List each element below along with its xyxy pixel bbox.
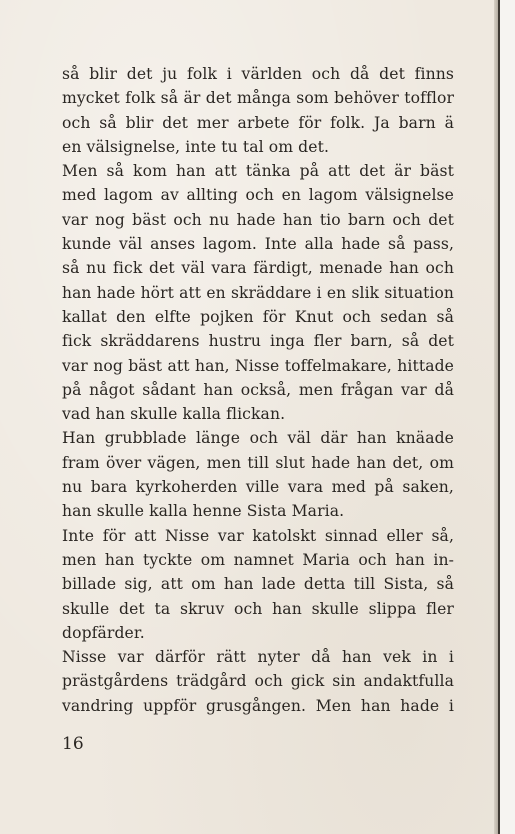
paragraph-4 <box>62 524 454 645</box>
page-number: 16 <box>62 734 84 754</box>
text-line: så nu fick det väl vara färdigt, menade han och <box>62 259 454 278</box>
text-line: dopfärder. <box>62 623 145 642</box>
text-line: Inte för att Nisse var katolskt sinnad eller så, <box>62 526 454 545</box>
text-line: han skulle kalla henne Sista Maria. <box>62 502 345 521</box>
text-line: skulle det ta skruv och han skulle slippa fler <box>62 599 454 618</box>
text-line: men han tyckte om namnet Maria och han in- <box>62 550 454 569</box>
text-line: Men så kom han att tänka på att det är bäst <box>62 162 454 181</box>
paragraph-2 <box>62 159 454 426</box>
text-line: med lagom av allting och en lagom välsignelse <box>62 186 454 205</box>
text-line: vandring uppför grusgången. Men han hade i <box>62 696 454 715</box>
text-line: var nog bäst och nu hade han tio barn och det <box>62 210 454 229</box>
text-line: vad han skulle kalla flickan. <box>62 405 286 424</box>
text-line: så blir det ju folk i världen och då det finns <box>62 65 454 83</box>
text-line: mycket folk så är det många som behöver tofflor <box>62 89 454 108</box>
text-line: Nisse var därför rätt nyter då han vek in i <box>62 648 454 667</box>
paragraph-1 <box>62 62 454 159</box>
text-line: Han grubblade länge och väl där han knäade <box>62 429 454 448</box>
text-line: nu bara kyrkoherden ville vara med på saken, <box>62 478 454 497</box>
text-line: han hade hört att en skräddare i en slik situation <box>62 283 454 302</box>
text-line: fick skräddarens hustru inga fler barn, så det <box>62 332 454 351</box>
text-line: kallat den elfte pojken för Knut och sedan så <box>62 307 454 326</box>
background-margin <box>500 0 515 834</box>
paragraph-3 <box>62 426 454 523</box>
text-line: prästgårdens trädgård och gick sin andaktfulla <box>62 672 454 691</box>
text-line: och så blir det mer arbete för folk. Ja barn ä <box>62 113 454 132</box>
text-line: var nog bäst att han, Nisse toffelmakare, hittade <box>62 356 454 375</box>
body-text <box>62 62 454 718</box>
text-line: billade sig, att om han lade detta till Sista, så <box>62 575 454 594</box>
text-line: på något sådant han också, men frågan var då <box>62 380 454 399</box>
text-line: fram över vägen, men till slut hade han det, om <box>62 453 454 472</box>
text-line: kunde väl anses lagom. Inte alla hade så pass, <box>62 235 454 254</box>
text-line: en välsignelse, inte tu tal om det. <box>62 137 330 156</box>
paragraph-5 <box>62 645 454 718</box>
